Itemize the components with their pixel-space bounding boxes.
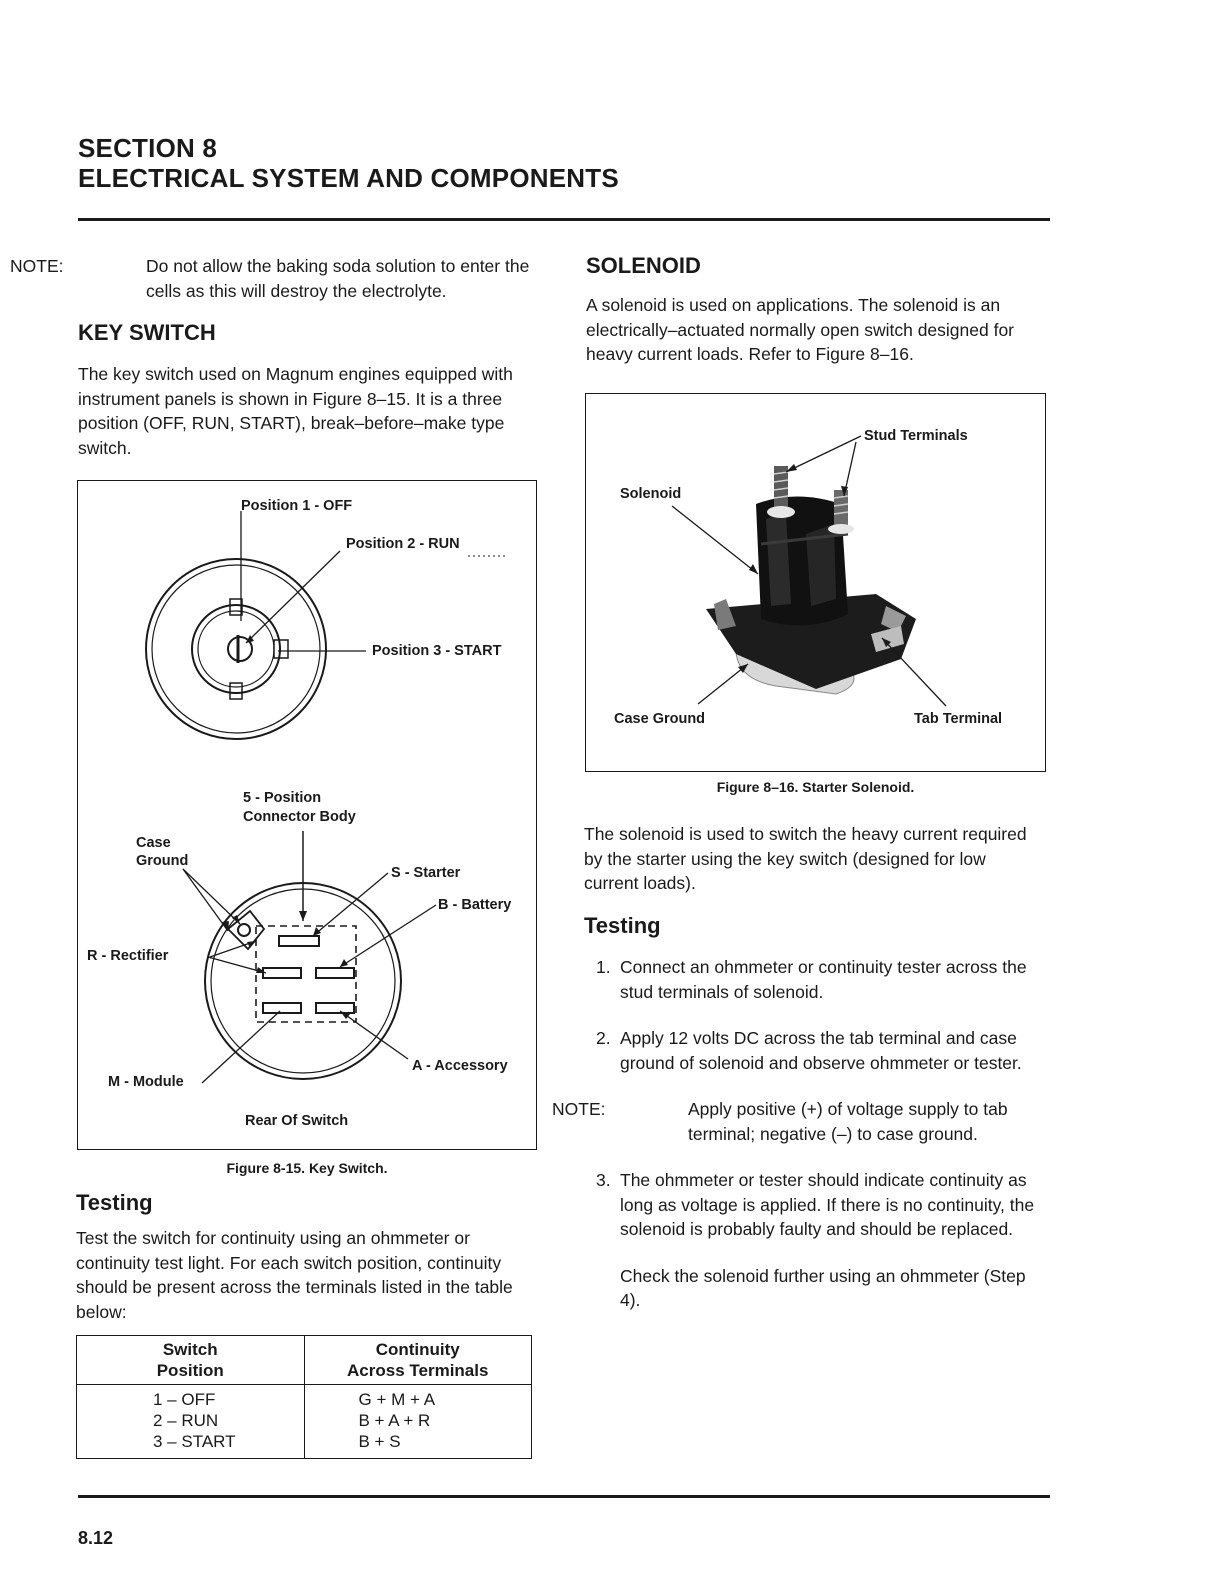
module-label: M - Module [108,1074,184,1090]
note-text: Apply positive (+) of voltage supply to tab terminal; negative (–) to case ground. [688,1099,1008,1144]
list-item: 1. Connect an ohmmeter or continuity tester across the stud terminals of solenoid. [596,957,1027,1002]
key-switch-heading: KEY SWITCH [78,320,216,345]
section-number: SECTION 8 [78,133,218,163]
starter-label: S - Starter [391,865,461,881]
header-rule [78,218,1050,221]
testing-text-left: Test the switch for continuity using an ohmmeter or continuity test light. For each switch position, continuity should be present across the terminals listed in the table below: [76,1228,513,1322]
table-header-switch-position: Switch Position [77,1336,305,1385]
connector-label-line2: Connector Body [243,809,356,825]
rectifier-label: R - Rectifier [87,948,169,964]
position-3-label: Position 3 - START [372,643,502,659]
note-label: NOTE: [552,1099,606,1119]
table-row [77,1410,532,1431]
rear-of-switch-label: Rear Of Switch [245,1113,349,1129]
section-header [78,133,619,193]
key-switch-figure [77,480,537,1150]
case-ground-label-line2: Ground [136,853,189,869]
page-number: 8.12 [78,1528,114,1548]
table-cell-position: 1 – OFF [77,1385,305,1411]
figure-15-caption: Figure 8-15. Key Switch. [226,1160,388,1176]
table-row [77,1385,532,1411]
solenoid-use-text: The solenoid is used to switch the heavy current required by the starter using the key switch (designed for low current loads). [584,824,1027,893]
table-cell-terminals: B + A + R [304,1410,532,1431]
table-cell-position: 3 – START [77,1431,305,1459]
table-cell-position: 2 – RUN [77,1410,305,1431]
check-further-text: Check the solenoid further using an ohmmeter (Step 4). [620,1265,1026,1310]
table-row [77,1431,532,1459]
battery-note [10,254,543,303]
testing-steps [552,955,1036,1313]
table-cell-terminals: G + M + A [304,1385,532,1411]
stud-terminals-label: Stud Terminals [864,428,968,444]
solenoid-heading: SOLENOID [586,253,701,278]
position-1-label: Position 1 - OFF [241,498,353,514]
continuity-table [76,1335,532,1459]
solenoid-figure [585,393,1046,772]
case-ground-label-line1: Case [136,835,171,851]
tab-terminal-label: Tab Terminal [914,711,1003,727]
key-switch-text: The key switch used on Magnum engines equipped with instrument panels is shown in Figure 8–15. It is a three position (OFF, RUN, START), break–before–make type switch. [78,364,513,458]
position-2-label: Position 2 - RUN [346,536,460,552]
list-item: 2. Apply 12 volts DC across the tab terminal and case ground of solenoid and observe ohmmeter or tester. [596,1028,1022,1073]
footer-rule [78,1495,1050,1498]
list-item: 3. The ohmmeter or tester should indicate continuity as long as voltage is applied. If there is no continuity, the solenoid is probably faulty and should be replaced. [596,1170,1035,1239]
table-header-continuity: Continuity Across Terminals [304,1336,532,1385]
table-header-row [77,1336,532,1385]
section-title: ELECTRICAL SYSTEM AND COMPONENTS [78,163,619,193]
note-text: Do not allow the baking soda solution to enter the cells as this will destroy the electrolyte. [146,256,530,301]
solenoid-label: Solenoid [620,486,682,502]
testing-heading-right: Testing [584,913,661,938]
connector-label-line1: 5 - Position [243,790,322,806]
solenoid-note [552,1097,1036,1146]
figure-16-caption: Figure 8–16. Starter Solenoid. [716,779,915,795]
solenoid-body [706,466,916,694]
accessory-label: A - Accessory [412,1058,508,1074]
battery-label: B - Battery [438,897,512,913]
solenoid-text: A solenoid is used on applications. The solenoid is an electrically–actuated normally open switch designed for heavy current loads. Refer to Figure 8–16. [586,295,1015,364]
note-label: NOTE: [10,256,64,276]
table-cell-terminals: B + S [304,1431,532,1459]
case-ground-label: Case Ground [614,711,706,727]
testing-heading-left: Testing [76,1190,153,1215]
